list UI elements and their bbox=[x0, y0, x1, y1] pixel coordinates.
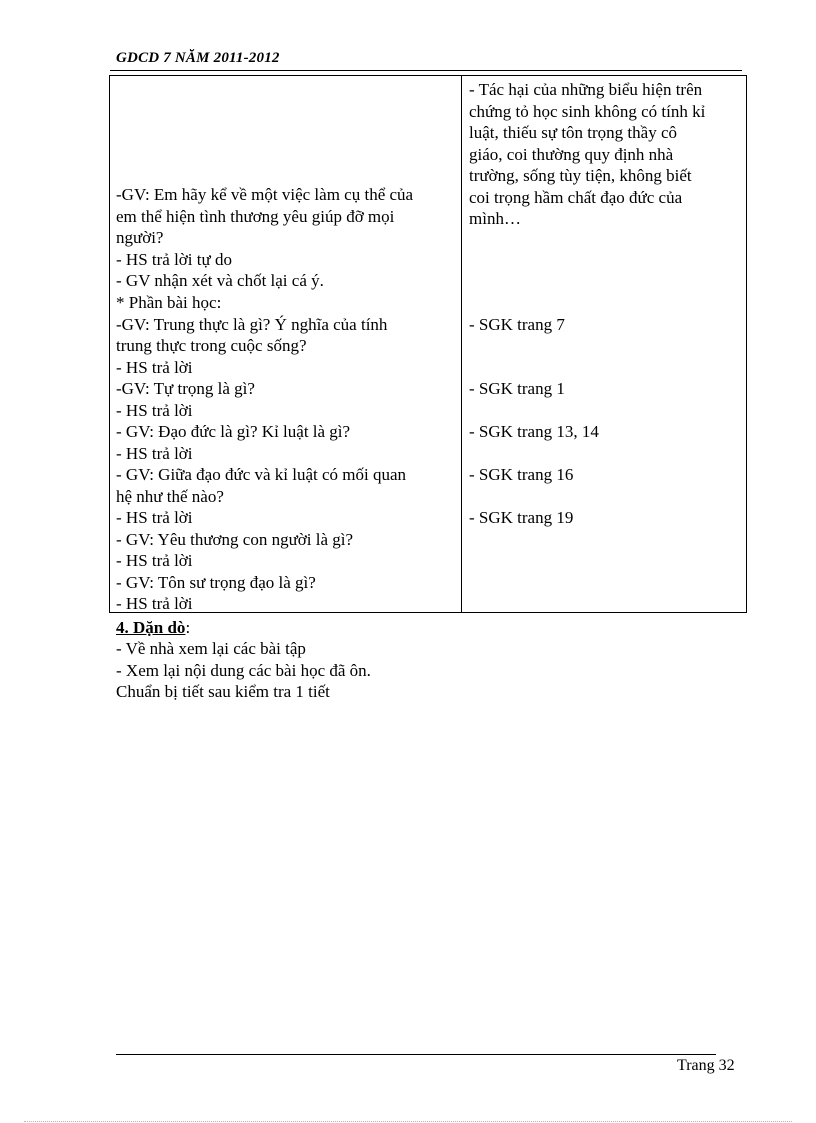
lesson-table bbox=[109, 75, 747, 613]
activity-line: - GV: Đạo đức là gì? Kỉ luật là gì? bbox=[116, 422, 351, 441]
activity-line: trung thực trong cuộc sống? bbox=[116, 336, 307, 355]
content-line: luật, thiếu sự tôn trọng thầy cô bbox=[469, 123, 677, 142]
content-line: coi trọng hầm chất đạo đức của bbox=[469, 188, 683, 207]
activity-line: - HS trả lời bbox=[116, 508, 193, 527]
content-line: chứng tỏ học sinh không có tính kỉ bbox=[469, 102, 706, 121]
activity-line: -GV: Trung thực là gì? Ý nghĩa của tính bbox=[116, 315, 388, 334]
content-line: mình… bbox=[469, 209, 521, 228]
homework-heading bbox=[116, 617, 190, 639]
activity-line: - HS trả lời bbox=[116, 551, 193, 570]
activity-line: - HS trả lời tự do bbox=[116, 250, 232, 269]
page-bottom-dotted-edge bbox=[24, 1121, 792, 1122]
header-rule bbox=[110, 70, 742, 71]
activity-line: - HS trả lời bbox=[116, 594, 193, 613]
content-column bbox=[462, 76, 746, 612]
content-line: giáo, coi thường quy định nhà bbox=[469, 145, 674, 164]
content-line: - SGK trang 19 bbox=[469, 508, 574, 527]
homework-item: Chuẩn bị tiết sau kiểm tra 1 tiết bbox=[116, 682, 330, 701]
footer-rule bbox=[116, 1054, 716, 1055]
homework-heading-text: 4. Dặn dò bbox=[116, 618, 186, 637]
activity-line: - HS trả lời bbox=[116, 401, 193, 420]
activity-line: -GV: Em hãy kể về một việc làm cụ thể của bbox=[116, 185, 414, 204]
activity-line: - HS trả lời bbox=[116, 444, 193, 463]
activity-line: - HS trả lời bbox=[116, 358, 193, 377]
content-line: trường, sống tùy tiện, không biết bbox=[469, 166, 692, 185]
teacher-student-activity-column bbox=[110, 76, 462, 612]
homework-item: - Xem lại nội dung các bài học đã ôn. bbox=[116, 661, 371, 680]
document-header-title: GDCD 7 NĂM 2011-2012 bbox=[116, 50, 280, 66]
activity-line: - GV: Tôn sư trọng đạo là gì? bbox=[116, 573, 316, 592]
activity-line: hệ như thế nào? bbox=[116, 487, 224, 506]
activity-line: người? bbox=[116, 228, 164, 247]
content-line: - SGK trang 7 bbox=[469, 315, 565, 334]
activity-line: -GV: Tự trọng là gì? bbox=[116, 379, 255, 398]
activity-line: - GV: Giữa đạo đức và kỉ luật có mối quan bbox=[116, 465, 407, 484]
activity-line: - GV: Yêu thương con người là gì? bbox=[116, 530, 354, 549]
activity-line: - GV nhận xét và chốt lại cá ý. bbox=[116, 271, 324, 290]
homework-heading-colon: : bbox=[185, 618, 191, 637]
content-line: - SGK trang 1 bbox=[469, 379, 565, 398]
content-line: - SGK trang 16 bbox=[469, 465, 574, 484]
activity-line: * Phần bài học: bbox=[116, 293, 222, 312]
activity-line: em thể hiện tình thương yêu giúp đỡ mọi bbox=[116, 207, 395, 226]
content-line: - Tác hại của những biểu hiện trên bbox=[469, 80, 703, 99]
content-line: - SGK trang 13, 14 bbox=[469, 422, 599, 441]
homework-item: - Về nhà xem lại các bài tập bbox=[116, 639, 306, 658]
page-number: Trang 32 bbox=[677, 1057, 735, 1074]
